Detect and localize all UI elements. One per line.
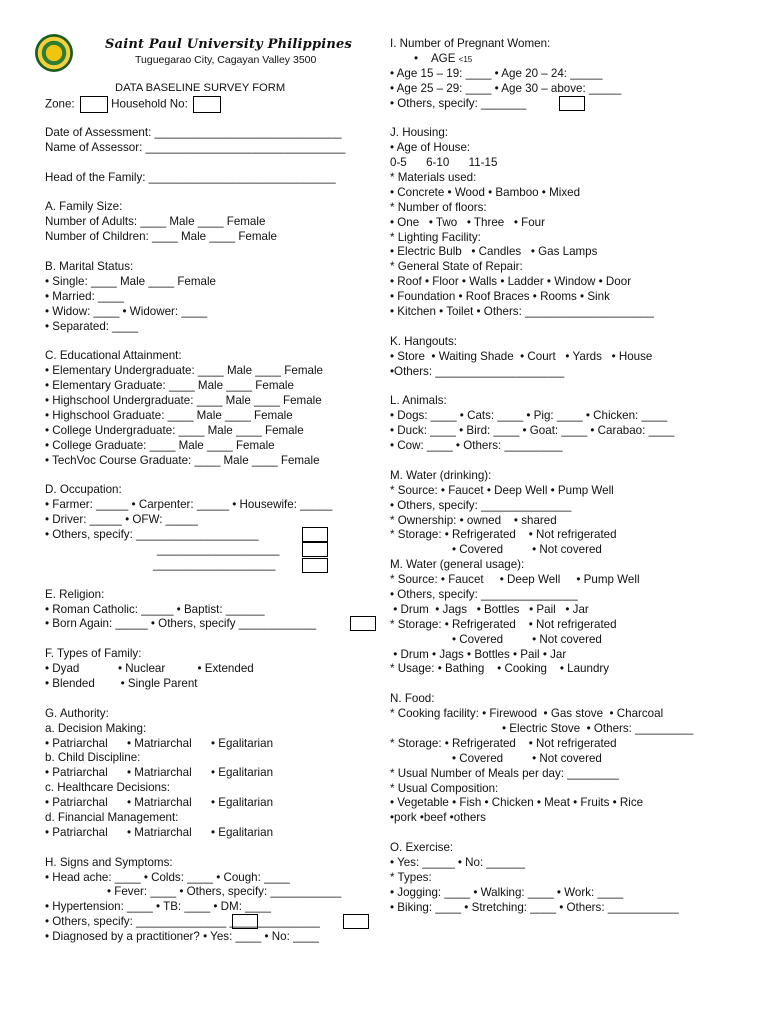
head-of-family-field[interactable]: Head of the Family: _____________________________ xyxy=(45,170,336,184)
religion-heading: E. Religion: xyxy=(45,587,105,601)
signs-line[interactable]: • Others, specify: ______________ ______________ xyxy=(45,915,320,929)
signs-line[interactable]: • Head ache: ____ • Colds: ____ • Cough: ____ xyxy=(45,870,290,884)
education-heading: C. Educational Attainment: xyxy=(45,349,182,363)
hangouts-heading: K. Hangouts: xyxy=(390,334,458,348)
exercise-types-label: * Types: xyxy=(390,870,432,884)
animals-line[interactable]: • Cow: ____ • Others: _________ xyxy=(390,439,563,453)
occupation-checkbox[interactable] xyxy=(302,527,328,542)
adults-field[interactable]: Number of Adults: ____ Male ____ Female xyxy=(45,215,266,229)
date-of-assessment-field[interactable]: Date of Assessment: _____________________________ xyxy=(45,126,342,139)
floors-label: * Number of floors: xyxy=(390,200,487,214)
religion-line[interactable]: • Born Again: _____ • Others, specify ____________ xyxy=(45,617,317,631)
exercise-types[interactable]: • Biking: ____ • Stretching: ____ • Others: ___________ xyxy=(390,900,679,914)
occupation-line[interactable]: • Farmer: _____ • Carpenter: _____ • Housewife: _____ xyxy=(45,498,333,512)
materials-options[interactable]: • Concrete • Wood • Bamboo • Mixed xyxy=(390,185,581,199)
signs-checkbox[interactable] xyxy=(343,914,369,929)
authority-options[interactable]: • Patriarchal • Matriarchal • Egalitarian xyxy=(45,825,274,839)
water-general-containers[interactable]: • Drum • Jags • Bottles • Pail • Jar xyxy=(390,647,567,661)
water-general-heading: M. Water (general usage): xyxy=(390,558,525,572)
repair-options[interactable]: • Roof • Floor • Walls • Ladder • Window • Door xyxy=(390,275,632,289)
left-column xyxy=(45,126,385,945)
hangouts-options[interactable]: • Store • Waiting Shade • Court • Yards • House xyxy=(390,349,653,363)
pregnant-others[interactable]: • Others, specify: _______ xyxy=(390,96,527,110)
water-drinking-ownership[interactable]: * Ownership: • owned • shared xyxy=(390,513,557,527)
children-field[interactable]: Number of Children: ____ Male ____ Female xyxy=(45,230,277,244)
occupation-others-line[interactable]: ___________________ xyxy=(153,557,276,571)
meals-per-day[interactable]: * Usual Number of Meals per day: ________ xyxy=(390,766,619,780)
food-covered[interactable]: • Covered • Not covered xyxy=(452,751,602,765)
zone-label: Zone: xyxy=(45,97,75,111)
family-types-line[interactable]: • Blended • Single Parent xyxy=(45,676,198,690)
decision-making-label: a. Decision Making: xyxy=(45,721,147,735)
lighting-options[interactable]: • Electric Bulb • Candles • Gas Lamps xyxy=(390,245,598,259)
occupation-others[interactable]: • Others, specify: ___________________ xyxy=(45,528,259,542)
authority-options[interactable]: • Patriarchal • Matriarchal • Egalitarian xyxy=(45,766,274,780)
age-under-15-line[interactable] xyxy=(390,52,750,67)
animals-line[interactable]: • Dogs: ____ • Cats: ____ • Pig: ____ • Chicken: ____ xyxy=(390,409,668,423)
child-discipline-label: b. Child Discipline: xyxy=(45,751,141,765)
water-general-covered[interactable]: • Covered • Not covered xyxy=(452,632,602,646)
exercise-types[interactable]: • Jogging: ____ • Walking: ____ • Work: ____ xyxy=(390,885,624,899)
composition-options[interactable]: •pork •beef •others xyxy=(390,811,486,825)
age-label: AGE xyxy=(430,51,456,65)
water-drinking-covered[interactable]: • Covered • Not covered xyxy=(452,543,602,557)
signs-heading: H. Signs and Symptoms: xyxy=(45,855,173,869)
lighting-label: * Lighting Facility: xyxy=(390,230,481,244)
religion-checkbox[interactable] xyxy=(350,616,376,631)
signs-checkbox[interactable] xyxy=(232,914,258,929)
exercise-heading: O. Exercise: xyxy=(390,841,454,855)
composition-label: * Usual Composition: xyxy=(390,781,499,795)
name-of-assessor-field[interactable]: Name of Assessor: _______________________________ xyxy=(45,140,346,154)
age-sub-label: <15 xyxy=(458,54,473,64)
authority-heading: G. Authority: xyxy=(45,706,109,720)
hangouts-others[interactable]: •Others: ____________________ xyxy=(390,364,565,378)
financial-management-label: d. Financial Management: xyxy=(45,810,179,824)
education-item[interactable]: • Elementary Undergraduate: ____ Male ____ Female xyxy=(45,364,323,378)
water-general-usage[interactable]: * Usage: • Bathing • Cooking • Laundry xyxy=(390,662,610,676)
pregnant-others-checkbox[interactable] xyxy=(559,96,585,111)
pregnant-line[interactable]: • Age 25 – 29: ____ • Age 30 – above: _____ xyxy=(390,81,622,95)
authority-options[interactable]: • Patriarchal • Matriarchal • Egalitarian xyxy=(45,736,274,750)
separated-field[interactable]: • Separated: ____ xyxy=(45,319,139,333)
animals-line[interactable]: • Duck: ____ • Bird: ____ • Goat: ____ • Carabao: ____ xyxy=(390,424,675,438)
marital-status-heading: B. Marital Status: xyxy=(45,260,134,274)
family-size-heading: A. Family Size: xyxy=(45,200,123,214)
family-types-heading: F. Types of Family: xyxy=(45,647,142,661)
water-general-others[interactable]: • Others, specify: _______________ xyxy=(390,587,578,601)
pregnant-heading: I. Number of Pregnant Women: xyxy=(390,37,551,50)
housing-heading: J. Housing: xyxy=(390,126,448,140)
occupation-others-line[interactable]: ___________________ xyxy=(157,542,280,556)
household-box[interactable] xyxy=(193,96,221,113)
education-item[interactable]: • College Undergraduate: ____ Male ____ Female xyxy=(45,423,304,437)
single-field[interactable]: • Single: ____ Male ____ Female xyxy=(45,274,216,288)
age-of-house-ranges[interactable]: 0-5 6-10 11-15 xyxy=(390,156,498,170)
signs-line[interactable]: • Fever: ____ • Others, specify: ___________ xyxy=(107,885,342,899)
family-types-line[interactable]: • Dyad • Nuclear • Extended xyxy=(45,662,254,676)
occupation-checkbox[interactable] xyxy=(302,542,328,557)
zone-household-row xyxy=(45,96,221,113)
repair-options[interactable]: • Foundation • Roof Braces • Rooms • Sink xyxy=(390,290,610,304)
signs-line[interactable]: • Hypertension: ____ • TB: ____ • DM: ____ xyxy=(45,900,271,914)
water-drinking-storage[interactable]: * Storage: • Refrigerated • Not refrigerated xyxy=(390,528,617,542)
pregnant-line[interactable]: • Age 15 – 19: ____ • Age 20 – 24: _____ xyxy=(390,66,603,80)
education-item[interactable]: • College Graduate: ____ Male ____ Female xyxy=(45,438,275,452)
occupation-line[interactable]: • Driver: _____ • OFW: _____ xyxy=(45,513,198,527)
education-item[interactable]: • Highschool Undergraduate: ____ Male ____ Female xyxy=(45,394,322,408)
composition-options[interactable]: • Vegetable • Fish • Chicken • Meat • Fruits • Rice xyxy=(390,796,644,810)
floors-options[interactable]: • One • Two • Three • Four xyxy=(390,215,545,229)
water-general-containers[interactable]: • Drum • Jags • Bottles • Pail • Jar xyxy=(390,602,589,616)
cooking-facility[interactable]: * Cooking facility: • Firewood • Gas stove • Charcoal xyxy=(390,707,664,721)
university-address: Tuguegarao City, Cagayan Valley 3500 xyxy=(135,54,317,66)
cooking-facility-2[interactable]: • Electric Stove • Others: _________ xyxy=(502,721,694,735)
education-item[interactable]: • TechVoc Course Graduate: ____ Male ____ Female xyxy=(45,453,320,467)
widow-field[interactable]: • Widow: ____ • Widower: ____ xyxy=(45,304,208,318)
university-seal-icon xyxy=(35,34,73,72)
repair-label: * General State of Repair: xyxy=(390,260,523,274)
exercise-yesno[interactable]: • Yes: _____ • No: ______ xyxy=(390,855,526,869)
religion-line[interactable]: • Roman Catholic: _____ • Baptist: ______ xyxy=(45,602,265,616)
form-header xyxy=(35,34,380,94)
university-name: Saint Paul University Philippines xyxy=(105,37,353,52)
water-drinking-heading: M. Water (drinking): xyxy=(390,468,492,482)
right-column xyxy=(390,37,750,916)
repair-options[interactable]: • Kitchen • Toilet • Others: ____________________ xyxy=(390,305,655,319)
education-item[interactable]: • Elementary Graduate: ____ Male ____ Female xyxy=(45,379,294,393)
education-item[interactable]: • Highschool Graduate: ____ Male ____ Female xyxy=(45,408,293,422)
bullet-icon: • xyxy=(414,51,431,65)
zone-box[interactable] xyxy=(80,96,108,113)
food-storage[interactable]: * Storage: • Refrigerated • Not refrigerated xyxy=(390,736,617,750)
diagnosed-line[interactable]: • Diagnosed by a practitioner? • Yes: ____ • No: ____ xyxy=(45,930,319,944)
water-drinking-source[interactable]: * Source: • Faucet • Deep Well • Pump Well xyxy=(390,483,614,497)
water-general-source[interactable]: * Source: • Faucet • Deep Well • Pump Well xyxy=(390,573,640,587)
water-general-storage[interactable]: * Storage: • Refrigerated • Not refrigerated xyxy=(390,617,617,631)
materials-label: * Materials used: xyxy=(390,171,477,185)
food-heading: N. Food: xyxy=(390,692,435,706)
age-of-house-label: • Age of House: xyxy=(390,141,471,155)
healthcare-decisions-label: c. Healthcare Decisions: xyxy=(45,781,171,795)
occupation-checkbox[interactable] xyxy=(302,558,328,573)
form-title: DATA BASELINE SURVEY FORM xyxy=(115,82,286,94)
occupation-heading: D. Occupation: xyxy=(45,483,122,497)
water-drinking-others[interactable]: • Others, specify: ______________ xyxy=(390,498,572,512)
married-field[interactable]: • Married: ____ xyxy=(45,289,124,303)
animals-heading: L. Animals: xyxy=(390,394,447,408)
household-label: Household No: xyxy=(111,97,188,111)
authority-options[interactable]: • Patriarchal • Matriarchal • Egalitarian xyxy=(45,796,274,810)
